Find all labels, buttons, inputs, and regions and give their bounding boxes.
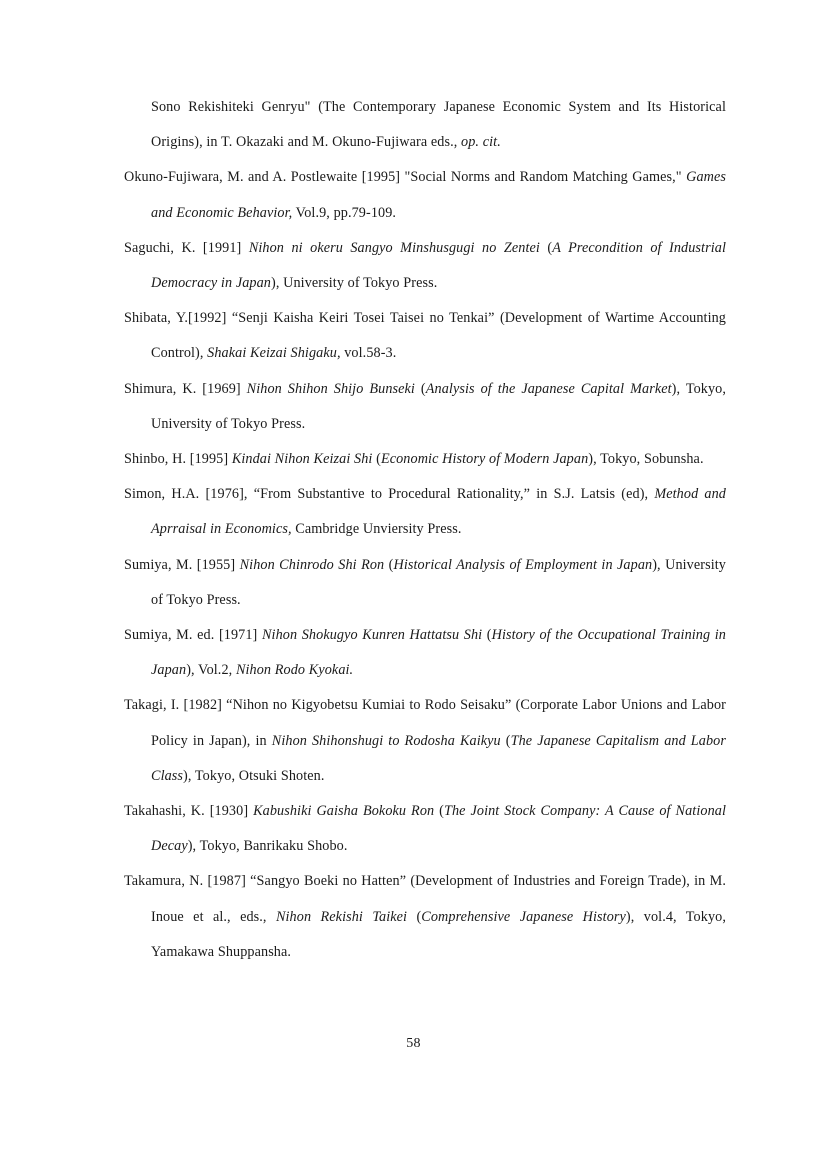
reference-segment: ), Tokyo, Sobunsha. [588, 451, 704, 468]
reference-entry [124, 618, 726, 688]
reference-entry [124, 688, 726, 794]
reference-italic-segment: Analysis of the Japanese Capital Market [425, 380, 672, 397]
reference-segment: ( [414, 380, 426, 397]
reference-italic-segment: Comprehensive Japanese History [421, 908, 626, 925]
reference-segment: ), University of Tokyo Press. [271, 275, 438, 292]
reference-entry [124, 477, 726, 547]
reference-italic-segment: Nihon Rodo Kyokai. [235, 662, 354, 679]
reference-italic-segment: History of the Occupational Training in Japan [151, 627, 727, 679]
reference-segment: ( [372, 451, 381, 468]
reference-segment: ( [500, 732, 511, 749]
reference-segment: ), Tokyo, Otsuki Shoten. [183, 767, 325, 784]
reference-segment: Shibata, Y.[1992] “Senji Kaisha Keiri Tosei Taisei no Tenkai” (Development of Wartime Accounting Control), [124, 310, 726, 362]
reference-list [124, 90, 726, 970]
reference-italic-segment: The Japanese Capitalism and Labor Class [151, 732, 727, 784]
reference-segment: ), Tokyo, University of Tokyo Press. [151, 380, 727, 432]
reference-segment: ( [539, 239, 553, 256]
reference-segment: ), Tokyo, Banrikaku Shobo. [187, 838, 348, 855]
reference-segment: Okuno-Fujiwara, M. and A. Postlewaite [1995] "Social Norms and Random Matching Games," [124, 169, 687, 186]
reference-entry [124, 794, 726, 864]
reference-italic-segment: Shakai Keizai Shigaku, [207, 345, 341, 362]
reference-italic-segment: Kabushiki Gaisha Bokoku Ron [253, 803, 435, 820]
reference-segment: ( [407, 908, 422, 925]
reference-segment: Simon, H.A. [1976], “From Substantive to Procedural Rationality,” in S.J. Latsis (ed), [124, 486, 655, 503]
reference-italic-segment: Nihon Chinrodo Shi Ron [239, 556, 385, 573]
reference-italic-segment: Nihon ni okeru Sangyo Minshusgugi no Zentei [248, 239, 540, 256]
reference-entry [124, 864, 726, 970]
reference-entry [124, 548, 726, 618]
reference-entry [124, 442, 726, 477]
reference-segment: Takahashi, K. [1930] [124, 803, 254, 820]
reference-segment: Sono Rekishiteki Genryu" (The Contemporary Japanese Economic System and Its Historical Origins), in T. Okazaki and M. Okuno-Fujiwara eds., [151, 99, 726, 151]
reference-segment: ), vol.4, Tokyo, Yamakawa Shuppansha. [151, 908, 726, 960]
reference-italic-segment: Economic History of Modern Japan [380, 451, 589, 468]
reference-segment: Sumiya, M. ed. [1971] [124, 627, 262, 644]
reference-segment: Takamura, N. [1987] “Sangyo Boeki no Hatten” (Development of Industries and Foreign Trade), in M. Inoue et al., eds., [124, 873, 726, 925]
reference-entry [124, 372, 726, 442]
reference-italic-segment: Nihon Rekishi Taikei [275, 908, 408, 925]
reference-italic-segment: The Joint Stock Company: A Cause of National Decay [151, 803, 726, 855]
reference-segment: ), Vol.2, [186, 662, 236, 679]
reference-segment: Shimura, K. [1969] [124, 380, 247, 397]
reference-italic-segment: op. cit. [461, 134, 501, 151]
reference-entry [124, 301, 726, 371]
reference-segment: ( [482, 627, 492, 644]
reference-segment: Shinbo, H. [1995] [124, 451, 232, 468]
page-number: 58 [406, 1036, 421, 1051]
reference-segment: ( [434, 803, 444, 820]
reference-segment: ( [384, 556, 394, 573]
reference-segment: ), University of Tokyo Press. [151, 556, 726, 608]
reference-italic-segment: Nihon Shihon Shijo Bunseki [246, 380, 415, 397]
reference-italic-segment: Nihon Shihonshugi to Rodosha Kaikyu [271, 732, 501, 749]
reference-italic-segment: Games and Economic Behavior, [151, 169, 726, 221]
reference-entry [124, 160, 726, 230]
reference-segment: Vol.9, pp.79-109. [292, 204, 397, 221]
reference-italic-segment: Nihon Shokugyo Kunren Hattatsu Shi [261, 627, 483, 644]
reference-italic-segment: Kindai Nihon Keizai Shi [231, 451, 373, 468]
reference-entry [124, 231, 726, 301]
reference-segment: vol.58-3. [340, 345, 397, 362]
reference-italic-segment: A Precondition of Industrial Democracy in Japan [151, 239, 726, 292]
reference-segment: Saguchi, K. [1991] [124, 239, 249, 256]
reference-segment: Cambridge Unviersity Press. [291, 521, 462, 538]
reference-segment: Sumiya, M. [1955] [124, 556, 240, 573]
reference-entry [124, 90, 726, 160]
reference-italic-segment: Method and Aprraisal in Economics, [151, 486, 726, 538]
reference-segment: Takagi, I. [1982] “Nihon no Kigyobetsu Kumiai to Rodo Seisaku” (Corporate Labor Unions and Labor Policy in Japan), in [124, 697, 726, 749]
reference-italic-segment: Historical Analysis of Employment in Japan [393, 556, 653, 573]
